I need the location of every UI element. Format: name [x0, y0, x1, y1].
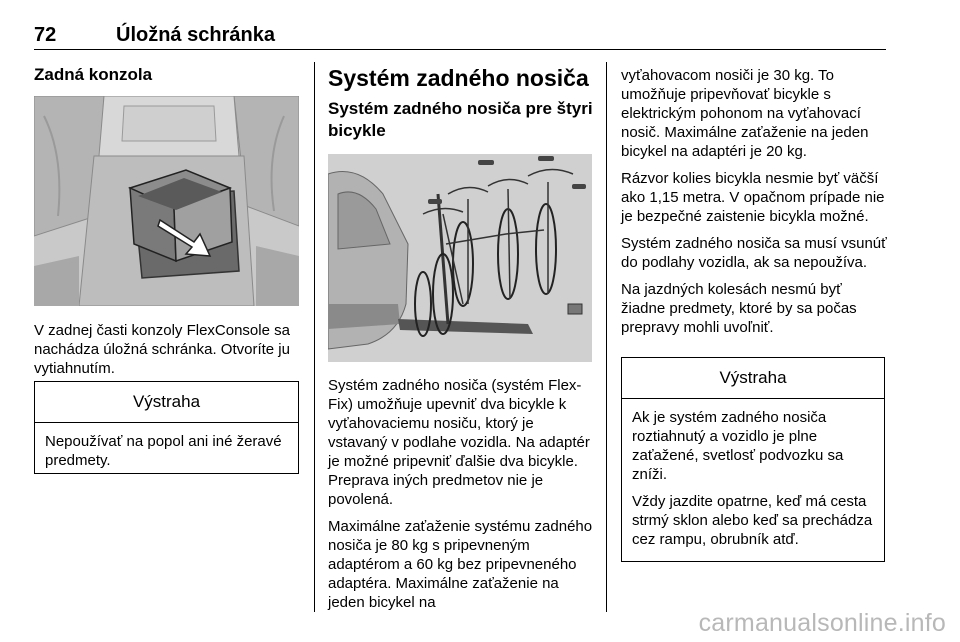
carrier-paragraph-1: Systém zadného nosiča (systém Flex-Fix) umožňuje upevniť dva bicykle k vyťahovaciemu nosiču, ktorý je vstavaný v podlahe vozidla. Na adaptér je možné pripevniť ďalšie dva bicykle. Preprava iných predmetov nie je povolená.: [328, 377, 590, 508]
carrier-paragraph-6: Na jazdných kolesách nesmú byť žiadne predmety, ktoré by sa počas prepravy mohli uvoľniť.: [621, 281, 857, 336]
section-subtitle-four-bikes: Systém zadného nosiča pre štyri bicykle: [328, 99, 593, 140]
console-storage-illustration-icon: [34, 96, 299, 306]
page-header: [34, 24, 886, 48]
carrier-paragraph-2: Maximálne zaťaženie systému zadného nosiča je 80 kg s pripevneným adaptérom a 60 kg bez pripevneného adaptéra. Maximálne zaťaženie na jeden bicykel na: [328, 518, 593, 611]
warning-box-left: [34, 381, 299, 474]
bike-carrier-illustration-icon: [328, 154, 592, 362]
console-figure: [34, 96, 299, 306]
middle-text: [328, 376, 594, 620]
right-text: [621, 66, 887, 345]
chapter-title: Úložná schránka: [116, 24, 275, 46]
left-text: [34, 321, 300, 386]
header-rule: [34, 49, 886, 50]
rear-console-paragraph: V zadnej časti konzoly FlexConsole sa nachádza úložná schránka. Otvoríte ju vytiahnutím.: [34, 322, 290, 377]
section-heading-rear-console: Zadná konzola: [34, 65, 153, 84]
column-divider-1: [314, 62, 315, 612]
page-number: 72: [34, 24, 57, 46]
warning-text: Nepoužívať na popol ani iné žeravé predmety.: [45, 433, 282, 469]
carrier-paragraph-4: Rázvor kolies bicykla nesmie byť väčší ako 1,15 metra. V opačnom prípade nie je bezpečné zaistenie bicykla možné.: [621, 170, 885, 225]
warning-title: Výstraha: [622, 358, 884, 399]
warning-text-2: Vždy jazdite opatrne, keď má cesta strmý sklon alebo keď sa prechádza cez rampu, obrubník atď.: [632, 493, 873, 548]
warning-title: Výstraha: [35, 382, 298, 423]
warning-text-1: Ak je systém zadného nosiča roztiahnutý a vozidlo je plne zaťažené, svetlosť podvozku sa zníži.: [632, 409, 844, 483]
carrier-paragraph-5: Systém zadného nosiča sa musí vsunúť do podlahy vozidla, ak sa nepoužíva.: [621, 235, 887, 271]
bike-carrier-figure: [328, 154, 592, 362]
column-divider-2: [606, 62, 607, 612]
left-column: [34, 64, 300, 86]
middle-column-heading: [328, 64, 594, 142]
section-title-rear-carrier: Systém zadného nosiča: [328, 65, 589, 91]
watermark: carmanualsonline.info: [698, 609, 946, 637]
carrier-paragraph-3: vyťahovacom nosiči je 30 kg. To umožňuje pripevňovať bicykle s elektrickým pohonom na vyťahovací nosič. Maximálne zaťaženie na jeden bicykel na adaptéri je 20 kg.: [621, 67, 869, 160]
warning-box-right: [621, 357, 885, 562]
